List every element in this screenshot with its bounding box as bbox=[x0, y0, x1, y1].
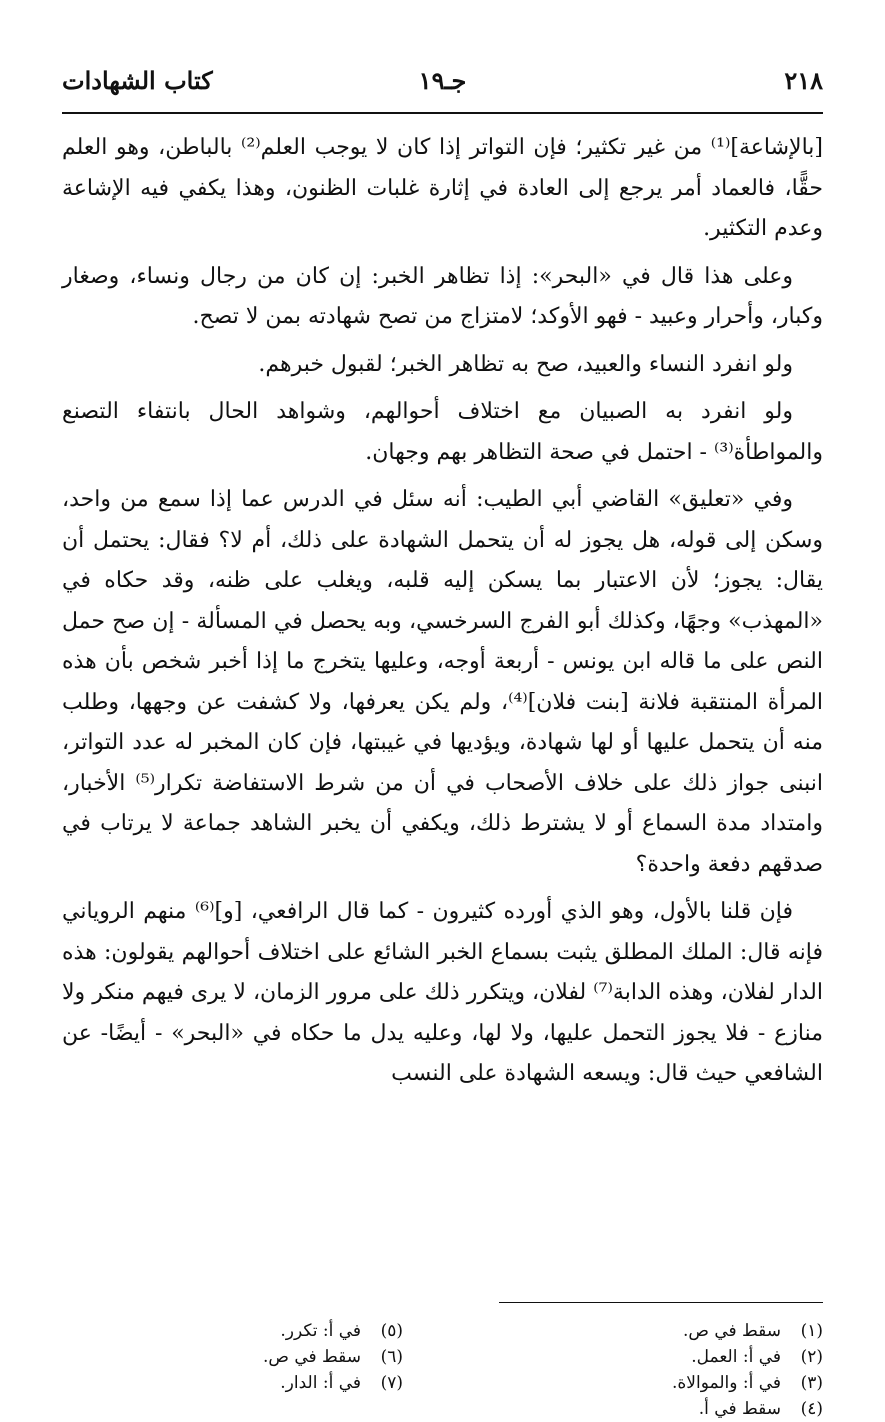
footnote-number: (٤) bbox=[800, 1399, 823, 1419]
footnote-text: في أ: والموالاة. bbox=[671, 1373, 781, 1393]
footnote-number: (٥) bbox=[380, 1321, 403, 1341]
paragraph: وعلى هذا قال في «البحر»: إذا تظاهر الخبر: إن كان من رجال ونساء، وصغار وكبار، وأحرار وعبيد - فهو الأوكد؛ لامتزاج من تصح شهادته بمن لا تصح. bbox=[62, 263, 823, 329]
volume-label: جـ١٩ bbox=[418, 66, 467, 95]
main-text bbox=[62, 128, 823, 1102]
footnote-item bbox=[503, 1344, 823, 1370]
paragraph: ولو انفرد به الصبيان مع اختلاف أحوالهم، وشواهد الحال بانتفاء التصنع والمواطأة⁽³⁾ - احتمل في صحة التظاهر بهم وجهان. bbox=[62, 399, 823, 465]
footnote-item bbox=[83, 1318, 403, 1344]
footnote-number: (٢) bbox=[800, 1347, 823, 1367]
footnote-number: (٣) bbox=[800, 1373, 823, 1393]
header-rule bbox=[62, 112, 823, 114]
paragraph: ولو انفرد النساء والعبيد، صح به تظاهر الخبر؛ لقبول خبرهم. bbox=[258, 351, 793, 377]
paragraph: فإن قلنا بالأول، وهو الذي أورده كثيرون - كما قال الرافعي، [و]⁽⁶⁾ منهم الروياني فإنه قال: الملك المطلق يثبت بسماع الخبر الشائع على اختلاف أحوالهم يقولون: هذه الدار لفلان، وهذه الدابة⁽⁷⁾ لفلان، ويتكرر ذلك على مرور الزمان، لا يرى فيهم منكر ولا منازع - فلا يجوز التحمل عليها، ولا لها، وعليه يدل ما حكاه في «البحر» - أيضًا- عن الشافعي حيث قال: ويسعه الشهادة على النسب bbox=[62, 899, 823, 1086]
paragraph: وفي «تعليق» القاضي أبي الطيب: أنه سئل في الدرس عما إذا سمع من واحد، وسكن إلى قوله، هل يجوز له أن يتحمل الشهادة على ذلك، أم لا؟ فقال: يحتمل أن يقال: يجوز؛ لأن الاعتبار بما يسكن إليه قلبه، ويغلب على ظنه، وقد حكاه في «المهذب» وجهًا، وكذلك أبو الفرج السرخسي، وبه يحصل في المسألة - إن صح حمل النص على ما قاله ابن يونس - أربعة أوجه، وعليها يتخرج ما إذا أخبر شخص بأن هذه المرأة المنتقبة فلانة [بنت فلان]⁽⁴⁾، ولم يكن يعرفها، ولا كشفت عن وجهها، وطلب منه أن يتحمل عليها أو لها شهادة، ويؤديها في غيبتها، فإن كان المخبر له عدد التواتر، انبنى جواز ذلك على خلاف الأصحاب في أن من شرط الاستفاضة تكرار⁽⁵⁾ الأخبار، وامتداد مدة السماع أو لا يشترط ذلك، ويكفي أن يخبر الشاهد جماعة لا يرتاب في صدقهم دفعة واحدة؟ bbox=[62, 487, 823, 877]
footnote-item bbox=[83, 1370, 403, 1396]
footnote-rule bbox=[499, 1302, 823, 1303]
footnote-text: سقط في أ. bbox=[698, 1399, 781, 1419]
footnote-text: في أ: العمل. bbox=[691, 1347, 781, 1367]
footnote-item bbox=[503, 1318, 823, 1344]
page-number: ٢١٨ bbox=[784, 66, 823, 95]
footnote-number: (١) bbox=[800, 1321, 823, 1341]
page-header bbox=[62, 66, 823, 102]
footnote-text: في أ: تكرر. bbox=[280, 1321, 361, 1341]
footnote-item bbox=[83, 1344, 403, 1370]
footnotes-column-right bbox=[503, 1318, 823, 1422]
book-title: كتاب الشهادات bbox=[62, 66, 213, 95]
footnote-text: سقط في ص. bbox=[682, 1321, 781, 1341]
footnote-number: (٦) bbox=[380, 1347, 403, 1367]
footnote-number: (٧) bbox=[380, 1373, 403, 1393]
footnote-item bbox=[503, 1396, 823, 1422]
footnotes-column-left bbox=[83, 1318, 403, 1396]
footnote-text: في أ: الدار. bbox=[280, 1373, 361, 1393]
footnote-text: سقط في ص. bbox=[262, 1347, 361, 1367]
footnote-item bbox=[503, 1370, 823, 1396]
paragraph: [بالإشاعة]⁽¹⁾ من غير تكثير؛ فإن التواتر إذا كان لا يوجب العلم⁽²⁾ بالباطن، وهو العلم حقًّا، فالعماد أمر يرجع إلى العادة في إثارة غلبات الظنون، وهذا يكفي فيه الإشاعة وعدم التكثير. bbox=[62, 135, 824, 241]
